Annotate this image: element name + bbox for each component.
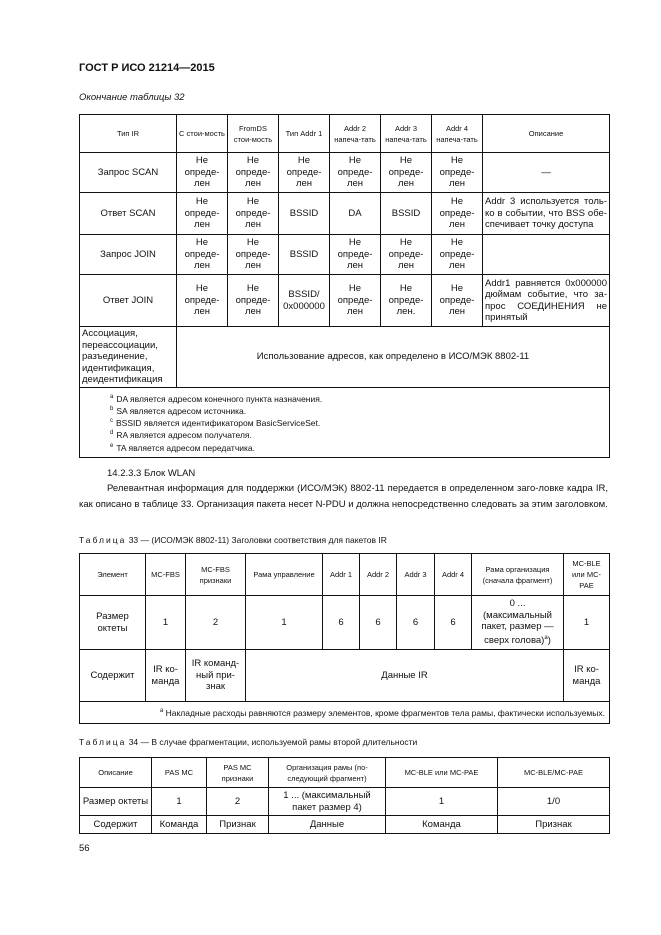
table-row [80, 193, 610, 235]
cell: Данные IR [246, 650, 564, 702]
col-header: PAS MC [152, 758, 207, 788]
cell: Размер октеты [80, 788, 152, 816]
cell: Признак [498, 816, 610, 834]
cell [483, 235, 610, 275]
cell: — [483, 153, 610, 193]
table34-caption [79, 737, 417, 747]
cell-text: 0 ... (максимальный пакет, размер — сверх голова) [481, 598, 554, 647]
note-line [110, 416, 603, 428]
cell: Команда [152, 816, 207, 834]
cell: Не опреде-лен [228, 153, 279, 193]
cell: 1 [246, 596, 323, 650]
cell: BSSID/ 0x000000 [279, 275, 330, 327]
cell: IR ко-манда [146, 650, 186, 702]
cell: Ответ JOIN [80, 275, 177, 327]
cell: Содержит [80, 816, 152, 834]
cell: 1 [386, 788, 498, 816]
cell: Не опреде-лен [330, 275, 381, 327]
col-header: Addr 1 [323, 554, 360, 596]
table-notes [80, 387, 610, 458]
col-header: MC-FBS [146, 554, 186, 596]
col-header: Addr 3 [397, 554, 435, 596]
note-mark: c [110, 418, 113, 425]
cell: Не опреде-лен [381, 235, 432, 275]
col-header: С стои-мость [177, 115, 228, 153]
cell: Не опреде-лен [228, 275, 279, 327]
cell: 1 [152, 788, 207, 816]
cell: IR ко-манда [564, 650, 610, 702]
table-row [80, 327, 610, 388]
table-notes [80, 702, 610, 724]
table-row [80, 816, 610, 834]
table-row [80, 153, 610, 193]
note-line [110, 441, 603, 453]
cell: Не опреде-лен [177, 153, 228, 193]
cell: Не опреде-лен [177, 235, 228, 275]
cell: Использование адресов, как определено в ИСО/МЭК 8802-11 [177, 327, 610, 388]
cell: 6 [435, 596, 472, 650]
note-mark: a [159, 708, 164, 715]
col-header: Рама управление [246, 554, 323, 596]
table-notes-row [80, 387, 610, 458]
table-row [80, 596, 610, 650]
cell: Содержит [80, 650, 146, 702]
cell: Ответ SCAN [80, 193, 177, 235]
caption-label: Таблица [79, 535, 127, 545]
col-header: MC-FBS признаки [186, 554, 246, 596]
cell: BSSID [279, 235, 330, 275]
cell: Ассоциация, переассоциации, разъединение, идентификация, деидентификация [80, 327, 177, 388]
note-text: Накладные расходы равняются размеру элементов, кроме фрагментов тела рамы, фактически используемых. [165, 708, 605, 719]
note-mark: b [110, 405, 114, 412]
col-header: Addr 4 напеча-тать [432, 115, 483, 153]
table-header-row [80, 115, 610, 153]
cell: 6 [360, 596, 397, 650]
cell: 6 [323, 596, 360, 650]
cell: Запрос JOIN [80, 235, 177, 275]
cell: 1 [146, 596, 186, 650]
cell: Не опреде-лен [177, 193, 228, 235]
cell: Не опреде-лен [330, 235, 381, 275]
cell: BSSID [279, 193, 330, 235]
cell: Addr1 равняется 0x000000 дюймам событие, что за-прос СОЕДИНЕНИЯ не принятый [483, 275, 610, 327]
cell: DA [330, 193, 381, 235]
col-header: Описание [80, 758, 152, 788]
document-header: ГОСТ Р ИСО 21214—2015 [79, 62, 215, 74]
col-header: Элемент [80, 554, 146, 596]
cell: Не опреде-лен [228, 235, 279, 275]
col-header: Рама организация (сначала фрагмент) [472, 554, 564, 596]
col-header: Описание [483, 115, 610, 153]
note-mark: d [110, 430, 114, 437]
col-header: Addr 2 напеча-тать [330, 115, 381, 153]
cell: 1 ... (максимальный пакет размер 4) [269, 788, 386, 816]
table-row [80, 235, 610, 275]
col-header: MC-BLE/MC-PAE [498, 758, 610, 788]
cell: Не опреде-лен [279, 153, 330, 193]
col-header: MC-BLE или MC-PAE [386, 758, 498, 788]
table-row [80, 275, 610, 327]
cell: Addr 3 используется толь-ко в событии, что BSS обе-спечивает точку доступа [483, 193, 610, 235]
cell: BSSID [381, 193, 432, 235]
cell: 2 [186, 596, 246, 650]
caption-text: 34 — В случае фрагментации, используемой рамы второй длительности [128, 737, 418, 747]
table-32 [79, 114, 610, 458]
table-33 [79, 553, 610, 724]
cell: Не опреде-лен [330, 153, 381, 193]
cell: 6 [397, 596, 435, 650]
note-line [110, 404, 603, 416]
cell: Не опреде-лен [381, 153, 432, 193]
note-line [110, 392, 603, 404]
cell: 1 [564, 596, 610, 650]
cell: 2 [207, 788, 269, 816]
cell: Не опреде-лен [177, 275, 228, 327]
table-notes-row [80, 702, 610, 724]
note-text: SA является адресом источника. [116, 405, 247, 416]
note-line [110, 428, 603, 440]
cell: Не опреде-лен [432, 153, 483, 193]
table-row [80, 788, 610, 816]
col-header: Addr 2 [360, 554, 397, 596]
col-header: Тип IR [80, 115, 177, 153]
section-heading: 14.2.3.3 Блок WLAN [107, 468, 196, 479]
cell: Не опреде-лен [432, 235, 483, 275]
col-header: Addr 3 напеча-тать [381, 115, 432, 153]
note-mark: e [110, 442, 114, 449]
page-number: 56 [79, 843, 90, 854]
col-header: MC-BLE или MC-PAE [564, 554, 610, 596]
cell: Не опреде-лен [432, 193, 483, 235]
cell: IR команд-ный при-знак [186, 650, 246, 702]
cell: 0 ... (максимальный пакет, размер — сверх голова)$^a$) [472, 596, 564, 650]
col-header: Организация рамы (по-следующий фрагмент) [269, 758, 386, 788]
footnote-mark: a [544, 634, 548, 641]
note-text: DA является адресом конечного пункта назначения. [116, 393, 323, 404]
cell: Команда [386, 816, 498, 834]
cell: Данные [269, 816, 386, 834]
col-header: PAS MC признаки [207, 758, 269, 788]
table-header-row [80, 758, 610, 788]
table33-caption [79, 535, 387, 545]
cell: Размер октеты [80, 596, 146, 650]
table-header-row [80, 554, 610, 596]
caption-label: Таблица [79, 737, 127, 747]
cell: Признак [207, 816, 269, 834]
note-mark: a [110, 393, 114, 400]
cell: 1/0 [498, 788, 610, 816]
table32-caption: Окончание таблицы 32 [79, 92, 185, 103]
note-text: TA является адресом передатчика. [116, 442, 255, 453]
col-header: Тип Addr 1 [279, 115, 330, 153]
note-text: RA является адресом получателя. [116, 430, 252, 441]
note-text: BSSID является идентификатором BasicServiceSet. [116, 417, 321, 428]
cell: Не опреде-лен [228, 193, 279, 235]
col-header: FromDS стои-мость [228, 115, 279, 153]
cell: Запрос SCAN [80, 153, 177, 193]
cell: Не опреде-лен [432, 275, 483, 327]
table-34 [79, 757, 610, 834]
caption-text: 33 — (ИСО/МЭК 8802-11) Заголовки соответствия для пакетов IR [128, 535, 387, 545]
table-row [80, 650, 610, 702]
col-header: Addr 4 [435, 554, 472, 596]
cell: Не опреде-лен. [381, 275, 432, 327]
section-paragraph: Релевантная информация для поддержки (ИСО/МЭК) 8802-11 передается в определенном заго-ловке кадра IR, как описано в таблице 33. Организация пакета несет N-PDU и должна непосредственно следовать за этим заголовком. [79, 483, 608, 510]
